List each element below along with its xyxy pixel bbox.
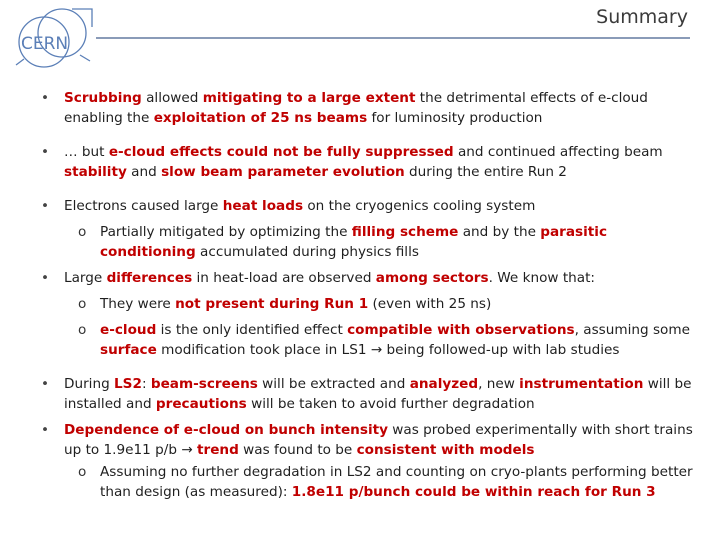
highlight-text: slow beam parameter evolution (161, 164, 405, 180)
body-text: during the entire Run 2 (404, 164, 567, 180)
highlight-text: analyzed (409, 376, 479, 392)
bullet-item (20, 142, 706, 182)
body-text: , assuming some (574, 322, 690, 338)
body-text: , new (478, 376, 520, 392)
body-text: allowed (141, 90, 203, 106)
cern-logo-text: CERN (21, 34, 69, 54)
body-text: will be taken to avoid further degradation (246, 396, 535, 412)
body-text: and continued affecting beam (453, 144, 663, 160)
highlight-text: consistent with models (356, 442, 535, 458)
body-text: (even with 25 ns) (368, 296, 492, 312)
body-text: was found to be (238, 442, 357, 458)
body-text: They were (100, 296, 176, 312)
body-text: Partially mitigated by optimizing the (100, 224, 352, 240)
bullet-item (20, 196, 706, 216)
body-text: Electrons caused large (64, 198, 223, 214)
body-text: and by the (458, 224, 541, 240)
body-text: During (64, 376, 115, 392)
highlight-text: LS2 (114, 376, 142, 392)
highlight-text: compatible with observations (347, 322, 575, 338)
highlight-text: 1.8e11 p/bunch could be within reach for Run 3 (291, 484, 656, 500)
body-text: and (126, 164, 162, 180)
body-text: the detrimental effects of e-cloud enabling the (64, 90, 648, 126)
body-text: Assuming no further degradation in LS2 and counting on cryo-plants performing better than design (as measured): (100, 464, 693, 500)
highlight-text: heat loads (222, 198, 304, 214)
body-text: for luminosity production (367, 110, 543, 126)
bullet-item (20, 374, 706, 414)
highlight-text: beam-screens (150, 376, 258, 392)
bullet-item (20, 420, 706, 460)
highlight-text: e-cloud effects could not be fully suppressed (108, 144, 454, 160)
body-text: modification took place in LS1 → being followed-up with lab studies (156, 342, 620, 358)
body-text: was probed experimentally with short trains up to 1.9e11 p/b → (64, 422, 693, 458)
highlight-text: filling scheme (351, 224, 459, 240)
body-text: is the only identified effect (156, 322, 348, 338)
highlight-text: instrumentation (519, 376, 644, 392)
highlight-text: trend (197, 442, 239, 458)
highlight-text: surface (100, 342, 157, 358)
sub-bullet-item (20, 294, 706, 314)
body-text: … but (64, 144, 109, 160)
body-text: will be extracted and (257, 376, 410, 392)
body-text: : (141, 376, 151, 392)
summary-content (20, 88, 706, 502)
highlight-text: Dependence of e-cloud on bunch intensity (64, 422, 388, 438)
highlight-text: among sectors (375, 270, 489, 286)
highlight-text: stability (64, 164, 127, 180)
bullet-item (20, 88, 706, 128)
cern-logo (10, 5, 94, 77)
highlight-text: differences (106, 270, 193, 286)
page-title: Summary (596, 6, 688, 28)
bullet-item (20, 268, 706, 288)
highlight-text: mitigating to a large extent (202, 90, 416, 106)
highlight-text: not present during Run 1 (175, 296, 369, 312)
highlight-text: exploitation of 25 ns beams (153, 110, 368, 126)
body-text: accumulated during physics fills (195, 244, 419, 260)
body-text: will be installed and (64, 376, 692, 412)
highlight-text: parasitic conditioning (100, 224, 607, 260)
body-text: on the cryogenics cooling system (303, 198, 536, 214)
highlight-text: Scrubbing (64, 90, 142, 106)
body-text: in heat-load are observed (192, 270, 376, 286)
highlight-text: precautions (155, 396, 247, 412)
body-text: . We know that: (488, 270, 596, 286)
title-divider (96, 37, 690, 39)
sub-bullet-item (20, 320, 706, 360)
sub-bullet-item (20, 222, 706, 262)
body-text: Large (64, 270, 107, 286)
sub-bullet-item (20, 462, 706, 502)
highlight-text: e-cloud (100, 322, 157, 338)
